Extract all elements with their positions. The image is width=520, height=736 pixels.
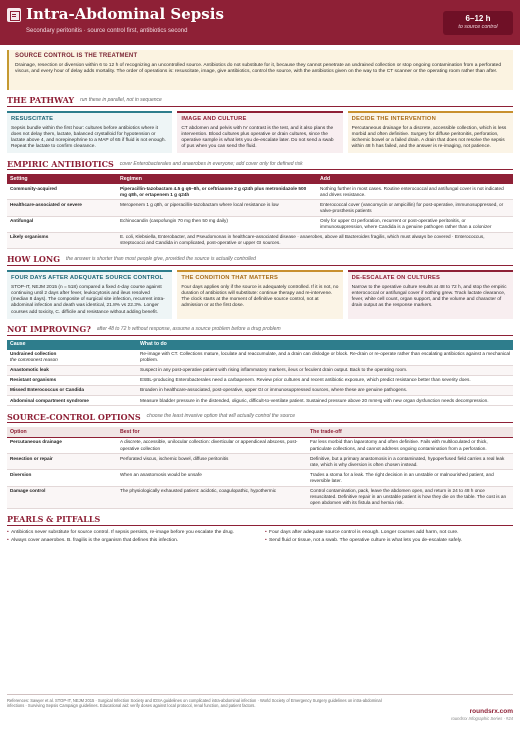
section-subtitle: run these in parallel, not in sequence <box>80 97 162 104</box>
brand-link[interactable]: roundsrx.com <box>469 708 513 715</box>
table-cell: Percutaneous drainage <box>7 437 117 453</box>
table-cell: ESBL-producing Enterobacterales need a carbapenem. Review prior cultures and recent antibiotic exposure, which predict resistance better than severity does. <box>137 375 513 385</box>
card-decide-intervention <box>348 111 513 153</box>
table-row <box>7 375 513 385</box>
card-condition <box>177 270 342 319</box>
table-cell: The physiologically exhausted patient: acidotic, coagulopathic, hypothermic <box>117 486 307 508</box>
callout-text: Drainage, resection or diversion within 6 to 12 h of recognizing an uncontrolled source. Antibiotics do not substitute for it, because they cannot penetrate an undrained collection or stop ongoing contamination from a perforated viscus, and every hour of delay adds mortality. The order of operations is: resuscitate, image, give antibiotics, control the source, with the antibiotics given on the way to the CT scanner or the operating room rather than after. <box>15 62 502 75</box>
table-row <box>7 396 513 406</box>
table-cell: Community-acquired <box>7 184 117 200</box>
table-row <box>7 365 513 375</box>
table-cell: Missed Enterococcus or Candida <box>7 385 137 395</box>
table-cell: Nothing further in most cases. Routine enterococcal and antifungal cover is not indicated and drives resistance. <box>317 184 513 200</box>
series-label: roundsrx Infographic Series · #24 <box>451 716 513 722</box>
column-header: Best for <box>117 427 307 437</box>
howlong-cards <box>7 270 513 319</box>
section-title: SOURCE-CONTROL OPTIONS <box>7 411 141 422</box>
card-resuscitate <box>7 111 172 153</box>
table-row <box>7 350 513 366</box>
table-row <box>7 200 513 216</box>
card-four-days <box>7 270 172 319</box>
time-target-value: 6–12 h <box>465 14 491 23</box>
table-cell: Abdominal compartment syndrome <box>7 396 137 406</box>
table-row <box>7 454 513 470</box>
section-title: NOT IMPROVING? <box>7 324 91 335</box>
table-cell: Perforated viscus, ischemic bowel, diffuse peritonitis <box>117 454 307 470</box>
table-cell: Measure bladder pressure in the distended, oliguric, difficult-to-ventilate patient. Sustained pressure above 20 mmHg with new organ dysfunction needs decompression. <box>137 396 513 406</box>
card-title: THE CONDITION THAT MATTERS <box>181 275 279 282</box>
section-title: PEARLS & PITFALLS <box>7 514 101 525</box>
references: References: Sawyer et al. STOP-IT, NEJM 2015 · Surgical Infection Society and IDSA guidelines on complicated intra-abdominal infection · World Society of Emergency Surgery guidelines on intra-abdominal infections · Surviving Sepsis Campaign guidelines. Educational aid: verify doses against local protocol, renal function, and patient factors. <box>7 698 382 709</box>
table-cell <box>7 350 137 366</box>
clipboard-icon <box>7 8 21 22</box>
card-text: CT abdomen and pelvis with IV contrast is the test, and it also plans the intervention. Blood cultures plus operative or drain cultures, since the operative sample is what lets you de-escalate later. Do not send a swab of pus when you can send the fluid. <box>181 125 334 150</box>
pathway-heading <box>7 95 513 107</box>
table-cell: Diversion <box>7 470 117 486</box>
table-row <box>7 486 513 508</box>
table-row <box>7 437 513 453</box>
card-title: DE-ESCALATE ON CULTURES <box>351 275 441 282</box>
table-row <box>7 184 513 200</box>
table-cell: Trades a stoma for a leak. The right decision in an unstable or malnourished patient, and reversible later. <box>307 470 513 486</box>
page-subtitle: Secondary peritonitis · source control first, antibiotics second <box>26 28 188 34</box>
brand <box>451 708 513 722</box>
table-cell: Damage control <box>7 486 117 508</box>
time-target-box <box>443 11 513 35</box>
card-title: IMAGE AND CULTURE <box>181 116 247 122</box>
card-text: Four days applies only if the source is adequately controlled. If it is not, no duration of antibiotics will substitute: continue therapy and re-intervene. The clock starts at the moment of definitive source control, not at admission or at the first dose. <box>181 284 339 309</box>
table-cell: Meropenem 1 g q8h, or piperacillin-tazobactam where local resistance is low <box>117 200 317 216</box>
table-cell: Definitive, but a primary anastomosis in a contaminated, hypoperfused field carries a real leak rate, which is why diversion is often chosen instead. <box>307 454 513 470</box>
list-item: • Four days after adequate source control is enough. Longer courses add harm, not cure. <box>265 530 513 536</box>
table-cell: Piperacillin-tazobactam 4.5 g q6–8h, or ceftriaxone 2 g q24h plus metronidazole 500 mg q8h, or ertapenem 1 g q24h <box>117 184 317 200</box>
time-target-label: to source control <box>458 24 498 31</box>
table-row <box>7 385 513 395</box>
page-title: Intra-Abdominal Sepsis <box>26 5 224 23</box>
table-row <box>7 470 513 486</box>
header-banner <box>0 0 520 45</box>
table-row <box>7 232 513 248</box>
table-cell: When an anastomosis would be unsafe <box>117 470 307 486</box>
card-text: Narrow to the operative culture results at 48 to 72 h, and stop the empiric enterococcal or antifungal cover if nothing grew. Track lactate clearance, fever, white cell count, organ support, and the volume and character of drain output as the response markers. <box>351 284 507 309</box>
table-cell: Likely organisms <box>7 232 117 248</box>
cause-label: Undrained collection <box>10 351 57 357</box>
card-text: Sepsis bundle within the first hour: cultures before antibiotics where it does not delay them, lactate, balanced crystalloid for hypotension or lactate above 4, and norepinephrine to a MAP of 65 if fluid is not enough. Repeat the lactate to confirm clearance. <box>11 125 166 150</box>
card-title: DECIDE THE INTERVENTION <box>351 116 437 122</box>
list-item: • Send fluid or tissue, not a swab. The operative culture is what lets you de-escalate safely. <box>265 538 513 544</box>
column-header: Add <box>317 174 513 184</box>
pearls-list <box>7 530 513 547</box>
table-cell: Echinocandin (caspofungin 70 mg then 50 mg daily) <box>117 216 317 232</box>
table-cell: Resection or repair <box>7 454 117 470</box>
howlong-heading <box>7 254 513 266</box>
table-cell: Re-image with CT. Collections mature, loculate and reaccumulate, and a drain can dislodge or block. Re-drain or re-operate rather than escalating antibiotics against a mechanical problem. <box>137 350 513 366</box>
list-item: • Always cover anaerobes. B. fragilis is the organism that defines this infection. <box>7 538 255 544</box>
table-cell: Control contamination, pack, leave the abdomen open, and return in 24 to 48 h once resuscitated. Definitive repair in an unstable patient is how they die on the table. The cost is an open abdomen with its fistula and hernia risk. <box>307 486 513 508</box>
card-text: STOP-IT, NEJM 2015 (n = 518) compared a fixed 4-day course against continuing until 2 days after fever, leukocytosis and ileus resolved (median 8 days). The composite of surgical site infection, recurrent intra-abdominal infection and death was identical, 21.8% vs 22.3%. Longer courses add toxicity, C. difficile and resistance without adding benefit. <box>11 284 165 315</box>
pearls-left <box>7 530 255 547</box>
card-de-escalate <box>348 270 513 319</box>
table-row <box>7 216 513 232</box>
table-cell: Far less morbid than laparotomy and often definitive. Fails with multiloculated or thick, particulate collections, and cannot address ongoing contamination from a perforation. <box>307 437 513 453</box>
table-cell: Anastomotic leak <box>7 365 137 375</box>
cause-note: the commonest reason <box>10 357 58 363</box>
pearls-heading <box>7 514 513 526</box>
section-subtitle: the answer is shorter than most people give, provided the source is actually controlled <box>66 256 256 263</box>
section-title: THE PATHWAY <box>7 95 75 106</box>
section-subtitle: after 48 to 72 h without response, assume a source problem before a drug problem <box>96 326 281 333</box>
pathway-cards <box>7 111 513 153</box>
card-title: FOUR DAYS AFTER ADEQUATE SOURCE CONTROL <box>11 275 164 282</box>
list-item: • Antibiotics never substitute for source control. If sepsis persists, re-image before you escalate the drug. <box>7 530 255 536</box>
table-cell: Antifungal <box>7 216 117 232</box>
table-cell: Healthcare-associated or severe <box>7 200 117 216</box>
footer <box>7 694 513 728</box>
section-title: EMPIRIC ANTIBIOTICS <box>7 158 114 169</box>
not-improving-heading <box>7 324 513 336</box>
table-cell: Enterococcal cover (vancomycin or ampicillin) for post-operative, immunosuppressed, or valve-prosthesis patients <box>317 200 513 216</box>
source-control-heading <box>7 411 513 423</box>
source-control-callout <box>7 50 513 90</box>
section-title: HOW LONG <box>7 254 61 265</box>
column-header: Option <box>7 427 117 437</box>
table-cell: Broaden in healthcare-associated, post-operative, upper GI or immunosuppressed sources, where these are genuine pathogens. <box>137 385 513 395</box>
card-image-culture <box>177 111 342 153</box>
table-cell: A discrete, accessible, unilocular collection: diverticular or appendiceal abscess, post-operative collection <box>117 437 307 453</box>
card-title: RESUSCITATE <box>11 116 54 122</box>
callout-title: SOURCE CONTROL IS THE TREATMENT <box>15 53 138 59</box>
column-header: What to do <box>137 340 513 350</box>
table-cell: Only for upper GI perforation, recurrent or post-operative peritonitis, or immunosuppression, where Candida is a genuine pathogen rather than a colonizer <box>317 216 513 232</box>
table-cell: Suspect in any post-operative patient with rising inflammatory markers, ileus or feculent drain output. Back to the operating room. <box>137 365 513 375</box>
column-header: Cause <box>7 340 137 350</box>
empiric-table <box>7 174 513 249</box>
section-subtitle: choose the least invasive option that will actually control the source <box>146 413 296 420</box>
column-header: Setting <box>7 174 117 184</box>
source-control-table <box>7 427 513 509</box>
column-header: The trade-off <box>307 427 513 437</box>
card-text: Percutaneous drainage for a discrete, accessible collection, which is less morbid and often definitive. Surgery for diffuse peritonitis, perforation, ischemic bowel or a failed drain. A drain that does not resolve the sepsis within 48 h has failed, and the answer is re-imaging, not patience. <box>351 125 507 150</box>
column-header: Regimen <box>117 174 317 184</box>
pearls-right <box>265 530 513 547</box>
empiric-heading <box>7 158 513 170</box>
table-cell: E. coli, Klebsiella, Enterobacter, and Pseudomonas in healthcare-associated disease · anaerobes, above all Bacteroides fragilis, which must always be covered · Enterococcus, streptococci and Candida in complicated, post-operative or upper GI sources. <box>117 232 513 248</box>
not-improving-table <box>7 340 513 406</box>
section-subtitle: cover Enterobacterales and anaerobes in everyone; add cover only for defined risk <box>119 160 303 167</box>
table-cell: Resistant organisms <box>7 375 137 385</box>
